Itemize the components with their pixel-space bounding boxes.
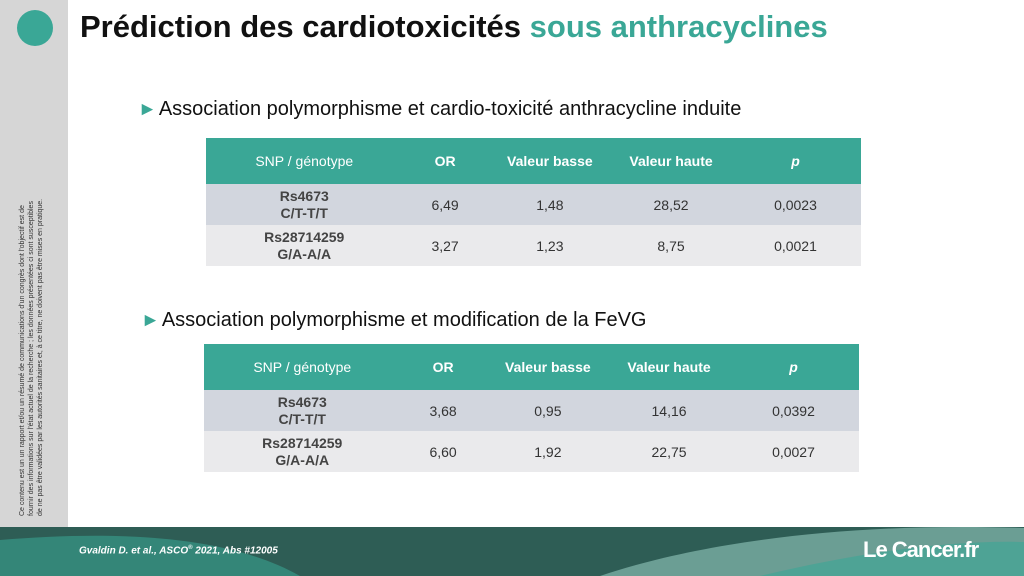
p-cell: 0,0021 — [730, 225, 861, 266]
low-cell: 0,95 — [486, 390, 610, 431]
header-snp: SNP / génotype — [204, 344, 401, 390]
or-cell: 3,27 — [403, 225, 488, 266]
header-p: p — [730, 138, 861, 184]
low-cell: 1,23 — [488, 225, 612, 266]
header-low: Valeur basse — [488, 138, 612, 184]
or-cell: 6,60 — [401, 431, 486, 472]
header-snp: SNP / génotype — [206, 138, 403, 184]
header-high: Valeur haute — [610, 344, 728, 390]
low-cell: 1,92 — [486, 431, 610, 472]
title-accent: sous anthracyclines — [529, 9, 828, 44]
logo-circle-icon — [17, 10, 53, 46]
or-cell: 3,68 — [401, 390, 486, 431]
table-header-row — [204, 344, 859, 390]
high-cell: 28,52 — [612, 184, 730, 225]
low-cell: 1,48 — [488, 184, 612, 225]
header-low: Valeur basse — [486, 344, 610, 390]
section1-table — [206, 138, 861, 266]
arrow-right-icon: ► — [141, 310, 160, 331]
sidebar-band — [0, 0, 68, 576]
table-row — [204, 431, 859, 472]
p-cell: 0,0023 — [730, 184, 861, 225]
title-main: Prédiction des cardiotoxicités — [80, 9, 522, 44]
p-cell: 0,0392 — [728, 390, 859, 431]
high-cell: 14,16 — [610, 390, 728, 431]
high-cell: 8,75 — [612, 225, 730, 266]
section1-heading-text: Association polymorphisme et cardio-toxicité anthracycline induite — [158, 98, 742, 120]
citation-text: Gvaldin D. et al., ASCO® 2021, Abs #12005 — [79, 545, 278, 557]
table-row — [206, 225, 861, 266]
table-row — [206, 184, 861, 225]
arrow-right-icon: ► — [138, 99, 157, 120]
table-header-row — [206, 138, 861, 184]
high-cell: 22,75 — [610, 431, 728, 472]
snp-cell: Rs4673 C/T-T/T — [206, 184, 403, 225]
snp-cell: Rs4673 C/T-T/T — [204, 390, 401, 431]
table-row — [204, 390, 859, 431]
snp-cell: Rs28714259 G/A-A/A — [206, 225, 403, 266]
header-high: Valeur haute — [612, 138, 730, 184]
section2-heading-text: Association polymorphisme et modification de la FeVG — [161, 309, 647, 331]
header-p: p — [728, 344, 859, 390]
or-cell: 6,49 — [403, 184, 488, 225]
header-or: OR — [403, 138, 488, 184]
section2-heading — [141, 309, 646, 332]
section1-heading — [138, 98, 741, 121]
section2-table — [204, 344, 859, 472]
page-title — [80, 9, 828, 45]
p-cell: 0,0027 — [728, 431, 859, 472]
header-or: OR — [401, 344, 486, 390]
brand-logo: Le Cancer.fr — [863, 537, 979, 562]
disclaimer-text: Ce contenu est un un rapport et/ou un résumé de communications d'un congrès dont l'objectif est de fournir des informations sur l'état actuel de la recherche ; les données présentées ci sont susceptibles de ne pas être validées par les autorités sanitaires et, à ce titre, ne doivent pas être mises en pratique. — [19, 198, 44, 516]
snp-cell: Rs28714259 G/A-A/A — [204, 431, 401, 472]
